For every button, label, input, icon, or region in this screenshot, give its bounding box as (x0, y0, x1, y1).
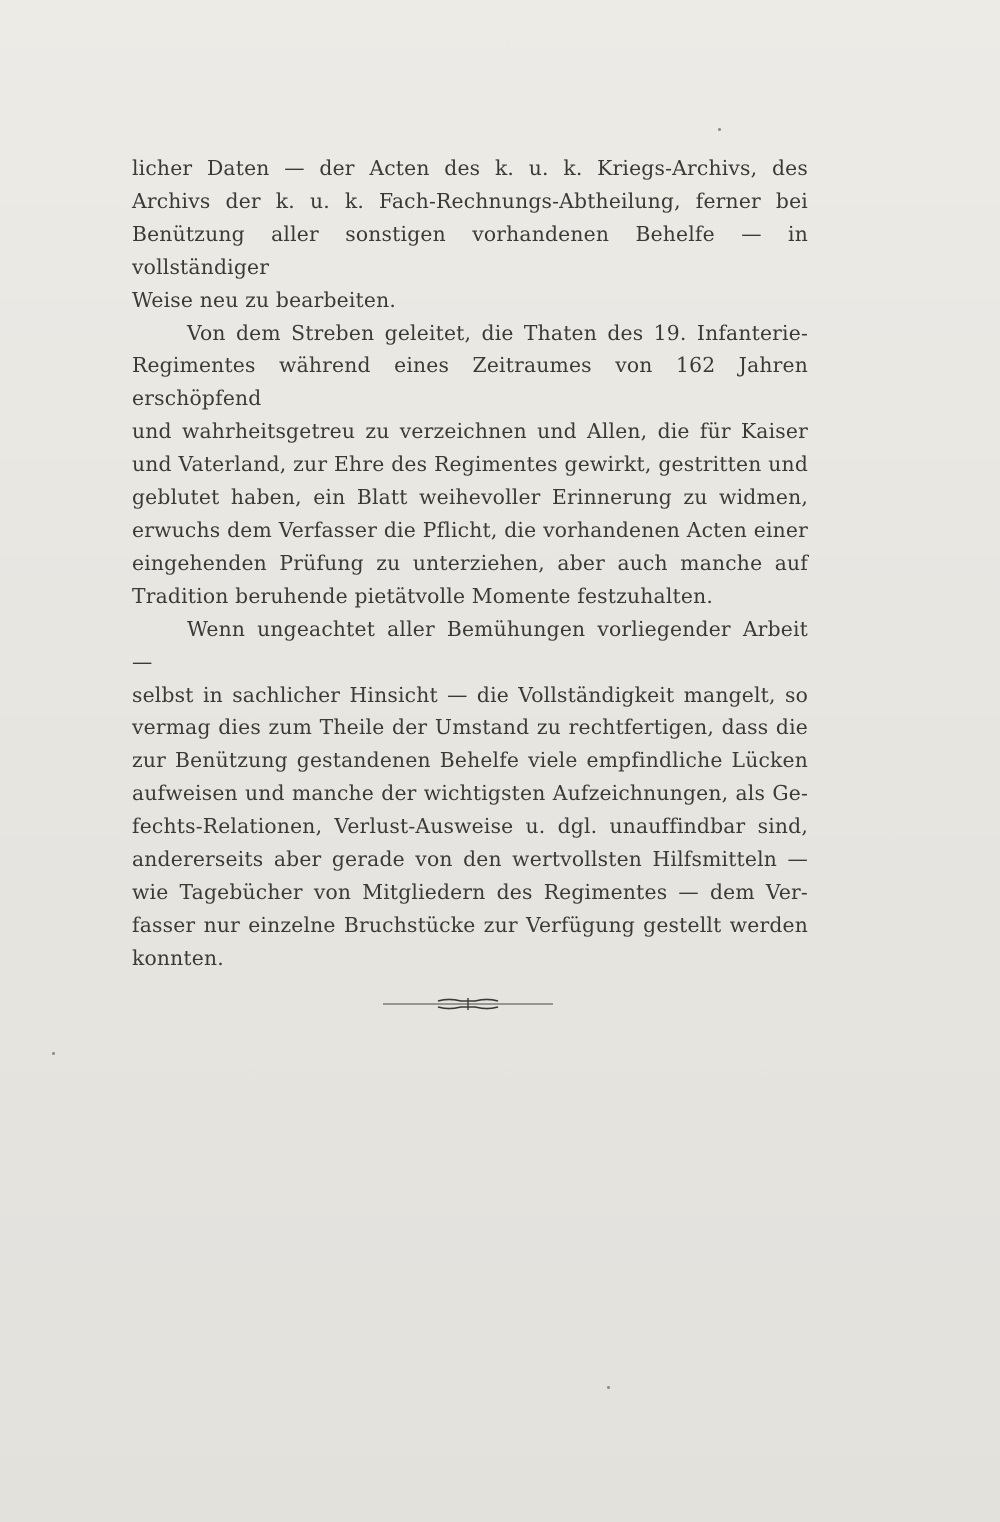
text-line: fasser nur einzelne Bruchstücke zur Verfügung gestellt werden (132, 912, 808, 937)
text-line: selbst in sachlicher Hinsicht — die Vollständigkeit mangelt, so (132, 682, 808, 707)
text-line: licher Daten — der Acten des k. u. k. Kriegs-Archivs, des (132, 156, 808, 180)
paragraph-2 (132, 317, 808, 613)
text-line: andererseits aber gerade von den wertvollsten Hilfsmitteln — (132, 847, 808, 872)
paper-speck (718, 128, 721, 131)
text-line: Archivs der k. u. k. Fach-Rechnungs-Abtheilung, ferner bei (132, 188, 808, 213)
text-line: Benützung aller sonstigen vorhandenen Behelfe — in vollständiger (132, 221, 808, 279)
paper-speck (52, 1052, 55, 1055)
text-line: Weise neu zu bearbeiten. (132, 287, 397, 312)
text-line: vermag dies zum Theile der Umstand zu rechtfertigen, dass die (132, 715, 808, 740)
text-line: aufweisen und manche der wichtigsten Aufzeichnungen, als Ge- (132, 781, 808, 806)
text-line: Regimentes während eines Zeitraumes von 162 Jahren erschöpfend (132, 353, 808, 411)
decorative-rule-icon (383, 996, 553, 1016)
text-line: und Vaterland, zur Ehre des Regimentes gewirkt, gestritten und (132, 452, 808, 477)
text-line: erwuchs dem Verfasser die Pflicht, die vorhandenen Acten einer (132, 517, 808, 542)
text-line: Von dem Streben geleitet, die Thaten des 19. Infanterie- (187, 320, 808, 345)
text-line: zur Benützung gestandenen Behelfe viele empfindliche Lücken (132, 748, 808, 773)
body-text (132, 152, 808, 975)
text-line: Tradition beruhende pietätvolle Momente festzuhalten. (132, 583, 713, 608)
paragraph-3 (132, 613, 808, 975)
text-line: und wahrheitsgetreu zu verzeichnen und Allen, die für Kaiser (132, 419, 808, 444)
text-line: konnten. (132, 945, 224, 970)
text-line: fechts-Relationen, Verlust-Ausweise u. dgl. unauffindbar sind, (132, 814, 808, 839)
text-line: eingehenden Prüfung zu unterziehen, aber auch manche auf (132, 550, 808, 575)
text-line: geblutet haben, ein Blatt weihevoller Erinnerung zu widmen, (132, 485, 808, 510)
paragraph-1 (132, 152, 808, 317)
paper-speck (607, 1386, 610, 1389)
text-line: wie Tagebücher von Mitgliedern des Regimentes — dem Ver- (132, 879, 808, 904)
text-line: Wenn ungeachtet aller Bemühungen vorliegender Arbeit — (132, 616, 808, 674)
